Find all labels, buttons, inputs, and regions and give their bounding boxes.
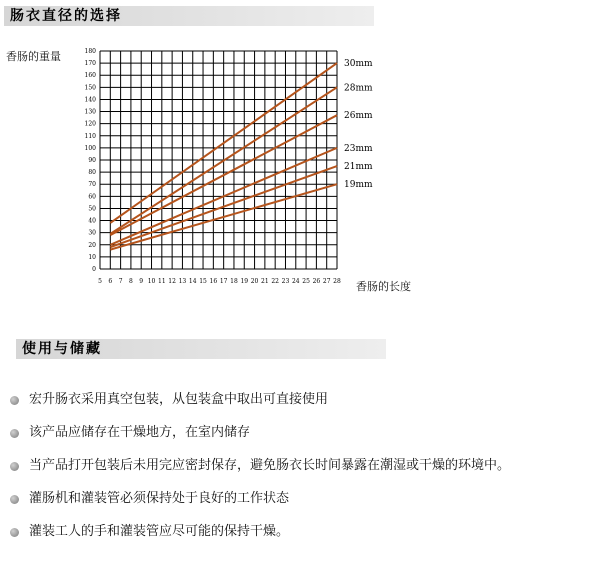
- y-tick-label: 120: [84, 120, 96, 128]
- x-tick-label: 7: [118, 278, 123, 285]
- x-tick-label: 12: [168, 278, 176, 285]
- y-tick-label: 40: [88, 217, 96, 225]
- series-label-30mm: 30mm: [344, 59, 373, 70]
- bullet-dot-icon: [10, 396, 19, 405]
- list-item-text: 灌肠机和灌装管必须保持处于良好的工作状态: [29, 491, 290, 506]
- y-tick-labels: [85, 48, 97, 273]
- y-tick-label: 20: [88, 241, 96, 249]
- x-tick-label: 26: [312, 278, 321, 285]
- x-tick-label: 13: [178, 278, 187, 285]
- chart-grid: [100, 51, 337, 269]
- y-tick-label: 60: [88, 193, 96, 201]
- x-tick-label: 23: [281, 278, 290, 285]
- series-label-28mm: 28mm: [344, 83, 373, 94]
- x-tick-label: 9: [139, 278, 144, 285]
- x-tick-label: 16: [209, 278, 218, 285]
- y-tick-label: 80: [88, 169, 96, 177]
- x-tick-label: 25: [302, 278, 310, 285]
- x-tick-label: 20: [250, 278, 259, 285]
- list-item: [8, 388, 598, 421]
- diameter-weight-chart: [0, 40, 440, 300]
- x-tick-label: 27: [322, 278, 331, 285]
- list-item-text: 当产品打开包装后未用完应密封保存，避免肠衣长时间暴露在潮湿或干燥的环境中。: [29, 458, 511, 473]
- x-axis-label: 香肠的长度: [356, 280, 411, 293]
- y-tick-label: 150: [84, 84, 96, 92]
- x-tick-label: 8: [128, 278, 133, 285]
- list-item-text: 灌装工人的手和灌装管应尽可能的保持干燥。: [29, 524, 290, 539]
- list-item: [8, 520, 598, 553]
- list-item-text: 该产品应储存在干燥地方，在室内储存: [29, 425, 251, 440]
- x-tick-label: 21: [261, 278, 269, 285]
- series-label-23mm: 23mm: [344, 143, 373, 154]
- y-tick-label: 50: [88, 205, 96, 213]
- y-tick-label: 70: [88, 181, 96, 189]
- y-tick-label: 110: [84, 132, 96, 140]
- y-tick-label: 30: [88, 229, 96, 237]
- x-tick-label: 18: [230, 278, 238, 285]
- x-tick-label: 28: [333, 278, 341, 285]
- y-tick-label: 170: [84, 60, 96, 68]
- x-tick-label: 19: [240, 278, 249, 285]
- series-label-21mm: 21mm: [344, 162, 373, 173]
- series-label-19mm: 19mm: [344, 180, 373, 191]
- y-tick-label: 140: [84, 96, 96, 104]
- list-item: [8, 487, 598, 520]
- y-tick-label: 160: [84, 72, 96, 80]
- y-tick-label: 0: [92, 266, 96, 273]
- x-tick-labels: [98, 278, 341, 285]
- y-tick-label: 10: [88, 253, 96, 261]
- x-tick-label: 17: [219, 278, 228, 285]
- bullet-dot-icon: [10, 429, 19, 438]
- x-tick-label: 22: [271, 278, 279, 285]
- y-tick-label: 100: [84, 144, 96, 152]
- series-label-26mm: 26mm: [344, 111, 373, 122]
- list-item: [8, 421, 598, 454]
- list-item: [8, 454, 598, 487]
- bullet-dot-icon: [10, 495, 19, 504]
- x-tick-label: 24: [291, 278, 300, 285]
- x-tick-label: 10: [147, 278, 156, 285]
- storage-instructions-list: [8, 388, 598, 553]
- x-tick-label: 6: [108, 278, 113, 285]
- y-tick-label: 130: [84, 108, 96, 116]
- list-item-text: 宏升肠衣采用真空包装，从包装盒中取出可直接使用: [29, 392, 329, 407]
- bullet-dot-icon: [10, 462, 19, 471]
- chart-section-title: 肠衣直径的选择: [4, 6, 374, 26]
- storage-section-title: 使用与储藏: [16, 339, 386, 359]
- bullet-dot-icon: [10, 528, 19, 537]
- x-tick-label: 11: [158, 278, 166, 285]
- x-tick-label: 14: [188, 278, 197, 285]
- y-axis-label: 香肠的重量: [6, 50, 61, 63]
- y-tick-label: 180: [84, 48, 96, 55]
- x-tick-label: 15: [199, 278, 207, 285]
- series-labels: [344, 59, 373, 190]
- x-tick-label: 5: [98, 278, 102, 285]
- y-tick-label: 90: [88, 157, 96, 164]
